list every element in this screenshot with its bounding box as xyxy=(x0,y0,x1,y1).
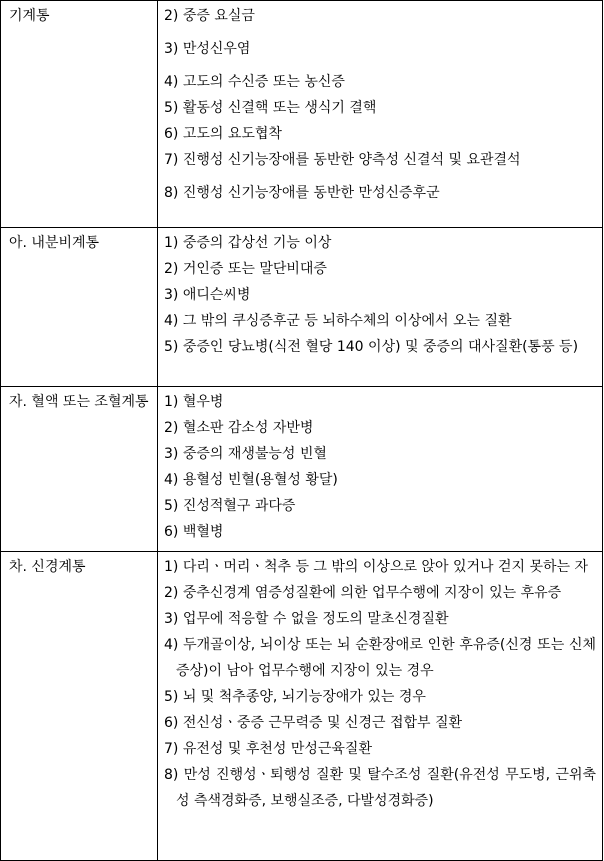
list-item: 5) 진성적혈구 과다증 xyxy=(164,498,296,514)
list-item: 4) 용혈성 빈혈(용혈성 황달) xyxy=(164,472,338,488)
list-item: 3) 업무에 적응할 수 없을 정도의 말초신경질환 xyxy=(164,611,449,627)
list-item: 3) 애디슨씨병 xyxy=(164,287,251,303)
items-cell xyxy=(158,387,603,552)
category-label: 아. 내분비계통 xyxy=(9,235,100,251)
category-cell xyxy=(1,228,158,387)
list-item: 3) 만성신우염 xyxy=(164,41,251,57)
list-item: 7) 유전성 및 후천성 만성근육질환 xyxy=(164,741,372,757)
list-item: 4) 그 밖의 쿠싱증후군 등 뇌하수체의 이상에서 오는 질환 xyxy=(164,313,512,329)
list-item: 4) 고도의 수신증 또는 농신증 xyxy=(164,74,345,90)
category-cell xyxy=(1,1,158,228)
list-item: 6) 고도의 요도협착 xyxy=(164,126,282,142)
list-item: 2) 중증 요실금 xyxy=(164,8,255,24)
list-item: 1) 중증의 갑상선 기능 이상 xyxy=(164,235,332,251)
items-cell xyxy=(158,228,603,387)
items-cell xyxy=(158,1,603,228)
list-item: 5) 뇌 및 척추종양, 뇌기능장애가 있는 경우 xyxy=(164,689,426,705)
table-row-endocrine xyxy=(1,228,603,387)
category-label: 기계통 xyxy=(9,8,50,24)
table-row-urinary xyxy=(1,1,603,228)
list-item: 8) 만성 진행성ㆍ퇴행성 질환 및 탈수조성 질환(유전성 무도병, 근위축성 측색경화증, 보행실조증, 다발성경화증) xyxy=(164,767,596,809)
list-item: 2) 혈소판 감소성 자반병 xyxy=(164,420,314,436)
list-item: 5) 중증인 당뇨병(식전 혈당 140 이상) 및 중증의 대사질환(통풍 등) xyxy=(164,339,579,355)
list-item: 5) 활동성 신결핵 또는 생식기 결핵 xyxy=(164,100,377,116)
list-item: 2) 거인증 또는 말단비대증 xyxy=(164,261,327,277)
list-item: 8) 진행성 신기능장애를 동반한 만성신증후군 xyxy=(164,185,440,201)
list-item: 1) 다리ㆍ머리ㆍ척추 등 그 밖의 이상으로 앉아 있거나 걷지 못하는 자 xyxy=(164,559,589,575)
category-cell xyxy=(1,552,158,861)
list-item: 6) 전신성ㆍ중증 근무력증 및 신경근 접합부 질환 xyxy=(164,715,463,731)
category-label: 차. 신경계통 xyxy=(9,559,86,575)
list-item: 6) 백혈병 xyxy=(164,524,224,540)
category-label: 자. 혈액 또는 조혈계통 xyxy=(9,394,149,410)
list-item: 7) 진행성 신기능장애를 동반한 양측성 신결석 및 요관결석 xyxy=(164,152,521,168)
list-item: 4) 두개골이상, 뇌이상 또는 뇌 순환장애로 인한 후유증(신경 또는 신체증상)이 남아 업무수행에 지장이 있는 경우 xyxy=(164,637,596,679)
list-item: 1) 혈우병 xyxy=(164,394,224,410)
list-item: 3) 중증의 재생불능성 빈혈 xyxy=(164,446,327,462)
items-cell xyxy=(158,552,603,861)
category-cell xyxy=(1,387,158,552)
table-row-nervous xyxy=(1,552,603,861)
table-row-blood xyxy=(1,387,603,552)
list-item: 2) 중추신경계 염증성질환에 의한 업무수행에 지장이 있는 후유증 xyxy=(164,585,562,601)
